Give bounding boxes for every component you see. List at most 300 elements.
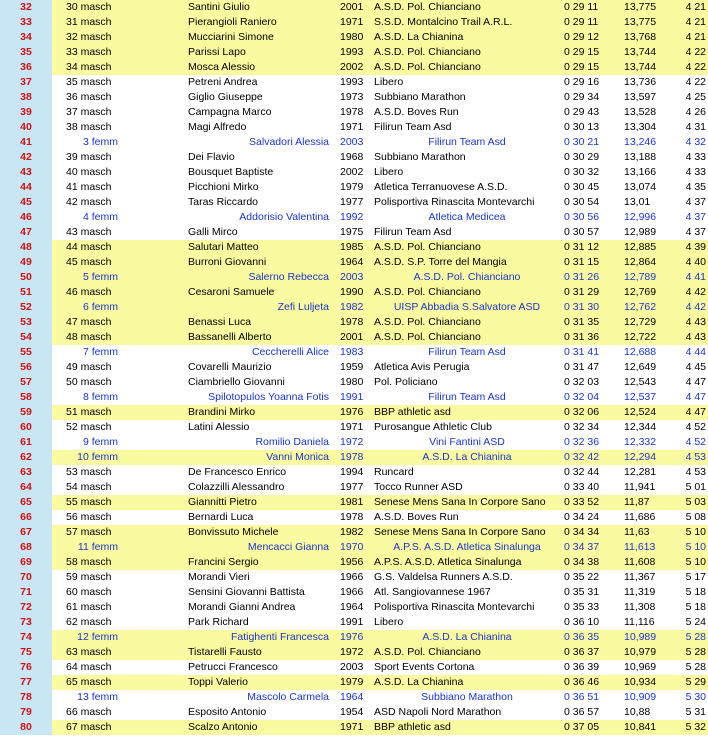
birth-year-cell: 2001	[340, 1, 364, 13]
position-cell: 35	[0, 45, 52, 60]
club-cell: Vini Fantini ASD	[429, 436, 505, 448]
pace-cell: 5 31	[685, 706, 706, 718]
club-cell: A.S.D. Pol. Chianciano	[374, 61, 481, 73]
pace-cell: 5 29	[685, 676, 706, 688]
finish-time-cell: 0 35 33	[564, 601, 600, 613]
athlete-name-cell: Mosca Alessio	[188, 61, 256, 73]
athlete-name-cell: Bernardi Luca	[188, 511, 254, 523]
birth-year-cell: 1978	[340, 106, 364, 118]
pace-cell: 4 43	[685, 316, 706, 328]
table-row	[0, 435, 708, 450]
club-cell: Atl. Sangiovannese 1967	[374, 586, 491, 598]
athlete-name-cell: Santini Giulio	[188, 1, 250, 13]
finish-time-cell: 0 36 57	[564, 706, 600, 718]
finish-time-cell: 0 35 31	[564, 586, 600, 598]
finish-time-cell: 0 29 15	[564, 61, 600, 73]
birth-year-cell: 1964	[340, 601, 364, 613]
birth-year-cell: 1990	[340, 286, 364, 298]
birth-year-cell: 1972	[340, 436, 364, 448]
athlete-name-cell: Esposito Antonio	[188, 706, 267, 718]
speed-cell: 11,87	[624, 496, 650, 508]
speed-cell: 10,934	[624, 676, 657, 688]
finish-time-cell: 0 29 16	[564, 76, 600, 88]
position-cell: 60	[0, 420, 52, 435]
birth-year-cell: 1977	[340, 196, 364, 208]
position-cell: 54	[0, 330, 52, 345]
athlete-name-cell: Burroni Giovanni	[188, 256, 267, 268]
pace-cell: 4 40	[685, 256, 706, 268]
category-rank-cell: 57 masch	[66, 526, 112, 538]
position-cell: 48	[0, 240, 52, 255]
table-row	[0, 480, 708, 495]
speed-cell: 12,344	[624, 421, 657, 433]
birth-year-cell: 1971	[340, 16, 364, 28]
category-rank-cell: 9 femm	[82, 436, 118, 448]
speed-cell: 11,613	[624, 541, 656, 553]
club-cell: Sport Events Cortona	[374, 661, 475, 673]
category-rank-cell: 36 masch	[66, 91, 112, 103]
pace-cell: 4 39	[685, 241, 706, 253]
finish-time-cell: 0 29 11	[564, 16, 599, 28]
position-cell: 62	[0, 450, 52, 465]
position-cell: 56	[0, 360, 52, 375]
pace-cell: 5 10	[685, 526, 706, 538]
finish-time-cell: 0 29 34	[564, 91, 600, 103]
athlete-name-cell: Fatighenti Francesca	[230, 631, 329, 643]
category-rank-cell: 42 masch	[66, 196, 112, 208]
category-rank-cell: 46 masch	[66, 286, 112, 298]
speed-cell: 13,246	[624, 136, 657, 148]
table-row	[0, 405, 708, 420]
club-cell: Libero	[374, 166, 404, 178]
pace-cell: 5 18	[685, 586, 706, 598]
athlete-name-cell: Benassi Luca	[188, 316, 252, 328]
position-cell: 64	[0, 480, 52, 495]
position-cell: 43	[0, 165, 52, 180]
pace-cell: 4 21	[685, 31, 706, 43]
table-row	[0, 30, 708, 45]
speed-cell: 10,979	[624, 646, 657, 658]
speed-cell: 10,989	[624, 631, 657, 643]
club-cell: Filirun Team Asd	[374, 121, 452, 133]
category-rank-cell: 66 masch	[66, 706, 112, 718]
finish-time-cell: 0 34 38	[564, 556, 600, 568]
position-cell: 33	[0, 15, 52, 30]
pace-cell: 5 17	[685, 571, 706, 583]
position-cell: 45	[0, 195, 52, 210]
club-cell: A.P.S. A.S.D. Atletica Sinalunga	[393, 541, 541, 553]
table-row	[0, 0, 708, 15]
finish-time-cell: 0 32 34	[564, 421, 600, 433]
position-cell: 73	[0, 615, 52, 630]
athlete-name-cell: Mascolo Carmela	[247, 691, 329, 703]
birth-year-cell: 1980	[340, 376, 364, 388]
pace-cell: 5 28	[685, 661, 706, 673]
finish-time-cell: 0 29 11	[564, 1, 599, 13]
position-cell: 39	[0, 105, 52, 120]
birth-year-cell: 1985	[340, 241, 364, 253]
position-cell: 50	[0, 270, 52, 285]
club-cell: Tocco Runner ASD	[374, 481, 463, 493]
table-row	[0, 75, 708, 90]
table-row	[0, 180, 708, 195]
table-row	[0, 660, 708, 675]
category-rank-cell: 40 masch	[66, 166, 112, 178]
category-rank-cell: 13 femm	[77, 691, 118, 703]
club-cell: A.S.D. La Chianina	[374, 676, 464, 688]
athlete-name-cell: Mucciarini Simone	[188, 31, 274, 43]
club-cell: Atletica Avis Perugia	[374, 361, 470, 373]
speed-cell: 13,01	[624, 196, 651, 208]
category-rank-cell: 43 masch	[66, 226, 112, 238]
table-row	[0, 630, 708, 645]
category-rank-cell: 34 masch	[66, 61, 112, 73]
position-cell: 80	[0, 720, 52, 735]
position-cell: 72	[0, 600, 52, 615]
pace-cell: 4 32	[685, 136, 706, 148]
table-row	[0, 60, 708, 75]
finish-time-cell: 0 31 26	[564, 271, 600, 283]
category-rank-cell: 58 masch	[66, 556, 112, 568]
table-row	[0, 255, 708, 270]
speed-cell: 13,528	[624, 106, 657, 118]
birth-year-cell: 1966	[340, 571, 364, 583]
speed-cell: 12,524	[624, 406, 657, 418]
athlete-name-cell: Salvadori Alessia	[249, 136, 329, 148]
club-cell: A.S.D. Pol. Chianciano	[374, 316, 481, 328]
athlete-name-cell: Latini Alessio	[188, 421, 250, 433]
position-cell: 52	[0, 300, 52, 315]
club-cell: Filirun Team Asd	[428, 346, 506, 358]
athlete-name-cell: Salutari Matteo	[188, 241, 259, 253]
birth-year-cell: 1977	[340, 481, 364, 493]
birth-year-cell: 1968	[340, 151, 364, 163]
speed-cell: 12,989	[624, 226, 657, 238]
speed-cell: 11,686	[624, 511, 656, 523]
finish-time-cell: 0 31 29	[564, 286, 600, 298]
table-row	[0, 225, 708, 240]
club-cell: Runcard	[374, 466, 414, 478]
speed-cell: 13,188	[624, 151, 657, 163]
pace-cell: 5 28	[685, 631, 706, 643]
birth-year-cell: 1993	[340, 46, 364, 58]
table-row	[0, 135, 708, 150]
pace-cell: 4 47	[685, 406, 706, 418]
speed-cell: 12,543	[624, 376, 657, 388]
birth-year-cell: 1966	[340, 586, 364, 598]
finish-time-cell: 0 31 35	[564, 316, 600, 328]
club-cell: Senese Mens Sana In Corpore Sano	[374, 526, 546, 538]
position-cell: 61	[0, 435, 52, 450]
club-cell: A.S.D. Boves Run	[374, 106, 459, 118]
finish-time-cell: 0 36 37	[564, 646, 600, 658]
club-cell: Subbiano Marathon	[374, 151, 466, 163]
finish-time-cell: 0 30 56	[564, 211, 600, 223]
pace-cell: 4 33	[685, 166, 706, 178]
category-rank-cell: 32 masch	[66, 31, 112, 43]
category-rank-cell: 4 femm	[82, 211, 118, 223]
speed-cell: 11,319	[624, 586, 656, 598]
birth-year-cell: 1982	[340, 526, 364, 538]
club-cell: Subbiano Marathon	[374, 91, 466, 103]
club-cell: BBP athletic asd	[374, 721, 451, 733]
speed-cell: 12,762	[624, 301, 657, 313]
speed-cell: 11,308	[624, 601, 656, 613]
athlete-name-cell: Bassanelli Alberto	[188, 331, 272, 343]
category-rank-cell: 65 masch	[66, 676, 112, 688]
category-rank-cell: 11 femm	[77, 541, 118, 553]
pace-cell: 4 25	[685, 91, 706, 103]
club-cell: BBP athletic asd	[374, 406, 451, 418]
athlete-name-cell: Ceccherelli Alice	[251, 346, 329, 358]
finish-time-cell: 0 36 51	[564, 691, 600, 703]
position-cell: 71	[0, 585, 52, 600]
position-cell: 74	[0, 630, 52, 645]
athlete-name-cell: Magi Alfredo	[188, 121, 247, 133]
athlete-name-cell: Galli Mirco	[188, 226, 238, 238]
athlete-name-cell: Dei Flavio	[188, 151, 235, 163]
category-rank-cell: 37 masch	[66, 106, 112, 118]
pace-cell: 5 18	[685, 601, 706, 613]
athlete-name-cell: Giannitti Pietro	[188, 496, 257, 508]
athlete-name-cell: Tistarelli Fausto	[188, 646, 262, 658]
category-rank-cell: 45 masch	[66, 256, 112, 268]
position-cell: 68	[0, 540, 52, 555]
birth-year-cell: 1979	[340, 676, 364, 688]
table-row	[0, 495, 708, 510]
position-cell: 65	[0, 495, 52, 510]
athlete-name-cell: Romilio Daniela	[255, 436, 329, 448]
finish-time-cell: 0 33 40	[564, 481, 600, 493]
finish-time-cell: 0 34 24	[564, 511, 600, 523]
finish-time-cell: 0 30 54	[564, 196, 600, 208]
position-cell: 69	[0, 555, 52, 570]
category-rank-cell: 3 femm	[82, 136, 118, 148]
pace-cell: 4 44	[685, 346, 706, 358]
category-rank-cell: 64 masch	[66, 661, 112, 673]
birth-year-cell: 1970	[340, 541, 364, 553]
table-row	[0, 45, 708, 60]
finish-time-cell: 0 34 34	[564, 526, 600, 538]
category-rank-cell: 51 masch	[66, 406, 112, 418]
club-cell: A.P.S. A.S.D. Atletica Sinalunga	[374, 556, 522, 568]
position-cell: 32	[0, 0, 52, 15]
category-rank-cell: 5 femm	[82, 271, 118, 283]
speed-cell: 12,789	[624, 271, 657, 283]
pace-cell: 4 26	[685, 106, 706, 118]
pace-cell: 5 28	[685, 646, 706, 658]
table-row	[0, 615, 708, 630]
pace-cell: 4 52	[685, 421, 706, 433]
athlete-name-cell: Taras Riccardo	[188, 196, 259, 208]
club-cell: Atletica Medicea	[428, 211, 506, 223]
club-cell: A.S.D. La Chianina	[374, 31, 464, 43]
club-cell: A.S.D. La Chianina	[422, 631, 512, 643]
birth-year-cell: 2003	[340, 136, 364, 148]
table-row	[0, 15, 708, 30]
position-cell: 67	[0, 525, 52, 540]
category-rank-cell: 62 masch	[66, 616, 112, 628]
finish-time-cell: 0 31 12	[564, 241, 600, 253]
athlete-name-cell: Zefi Luljeta	[277, 301, 329, 313]
position-cell: 42	[0, 150, 52, 165]
club-cell: Polisportiva Rinascita Montevarchi	[374, 196, 535, 208]
athlete-name-cell: Mencacci Gianna	[247, 541, 329, 553]
birth-year-cell: 1971	[340, 121, 364, 133]
athlete-name-cell: Campagna Marco	[188, 106, 272, 118]
table-row	[0, 345, 708, 360]
table-row	[0, 120, 708, 135]
club-cell: A.S.D. La Chianina	[422, 451, 512, 463]
position-cell: 53	[0, 315, 52, 330]
pace-cell: 4 21	[685, 1, 706, 13]
finish-time-cell: 0 31 30	[564, 301, 600, 313]
speed-cell: 12,996	[624, 211, 657, 223]
category-rank-cell: 47 masch	[66, 316, 112, 328]
finish-time-cell: 0 30 13	[564, 121, 600, 133]
speed-cell: 11,941	[624, 481, 656, 493]
athlete-name-cell: Park Richard	[188, 616, 249, 628]
birth-year-cell: 1978	[340, 451, 364, 463]
pace-cell: 4 22	[685, 46, 706, 58]
table-row	[0, 165, 708, 180]
speed-cell: 13,775	[624, 1, 657, 13]
category-rank-cell: 39 masch	[66, 151, 112, 163]
pace-cell: 5 01	[685, 481, 706, 493]
birth-year-cell: 2003	[340, 271, 364, 283]
table-row	[0, 285, 708, 300]
birth-year-cell: 1980	[340, 31, 364, 43]
birth-year-cell: 1982	[340, 301, 364, 313]
position-cell: 75	[0, 645, 52, 660]
finish-time-cell: 0 31 41	[564, 346, 600, 358]
birth-year-cell: 1994	[340, 466, 364, 478]
club-cell: Filirun Team Asd	[428, 136, 506, 148]
position-cell: 34	[0, 30, 52, 45]
club-cell: A.S.D. Pol. Chianciano	[374, 241, 481, 253]
table-row	[0, 270, 708, 285]
birth-year-cell: 2001	[340, 331, 364, 343]
speed-cell: 10,841	[624, 721, 657, 733]
club-cell: Atletica Terranuovese A.S.D.	[374, 181, 508, 193]
position-cell: 78	[0, 690, 52, 705]
birth-year-cell: 2002	[340, 166, 364, 178]
athlete-name-cell: Petrucci Francesco	[188, 661, 278, 673]
speed-cell: 12,722	[624, 331, 657, 343]
athlete-name-cell: Bousquet Baptiste	[188, 166, 274, 178]
pace-cell: 4 45	[685, 361, 706, 373]
position-cell: 79	[0, 705, 52, 720]
pace-cell: 4 52	[685, 436, 706, 448]
position-cell: 57	[0, 375, 52, 390]
position-cell: 44	[0, 180, 52, 195]
table-row	[0, 420, 708, 435]
athlete-name-cell: Covarelli Maurizio	[188, 361, 272, 373]
birth-year-cell: 1978	[340, 316, 364, 328]
finish-time-cell: 0 32 36	[564, 436, 600, 448]
table-row	[0, 555, 708, 570]
table-row	[0, 690, 708, 705]
pace-cell: 4 35	[685, 181, 706, 193]
category-rank-cell: 55 masch	[66, 496, 112, 508]
category-rank-cell: 48 masch	[66, 331, 112, 343]
club-cell: G.S. Valdelsa Runners A.S.D.	[374, 571, 513, 583]
birth-year-cell: 2002	[340, 61, 364, 73]
speed-cell: 12,281	[624, 466, 657, 478]
speed-cell: 13,744	[624, 46, 657, 58]
table-row	[0, 465, 708, 480]
club-cell: Senese Mens Sana In Corpore Sano	[374, 496, 546, 508]
position-cell: 70	[0, 570, 52, 585]
athlete-name-cell: Petreni Andrea	[188, 76, 258, 88]
pace-cell: 4 33	[685, 151, 706, 163]
position-cell: 40	[0, 120, 52, 135]
table-row	[0, 390, 708, 405]
athlete-name-cell: De Francesco Enrico	[188, 466, 287, 478]
pace-cell: 5 10	[685, 541, 706, 553]
pace-cell: 4 53	[685, 466, 706, 478]
position-cell: 51	[0, 285, 52, 300]
birth-year-cell: 1979	[340, 181, 364, 193]
athlete-name-cell: Vanni Monica	[266, 451, 329, 463]
category-rank-cell: 61 masch	[66, 601, 112, 613]
athlete-name-cell: Cesaroni Samuele	[188, 286, 275, 298]
athlete-name-cell: Brandini Mirko	[188, 406, 256, 418]
birth-year-cell: 1971	[340, 721, 364, 733]
finish-time-cell: 0 31 15	[564, 256, 600, 268]
athlete-name-cell: Bonvissuto Michele	[188, 526, 279, 538]
finish-time-cell: 0 32 42	[564, 451, 600, 463]
pace-cell: 5 24	[685, 616, 706, 628]
birth-year-cell: 1993	[340, 76, 364, 88]
position-cell: 47	[0, 225, 52, 240]
category-rank-cell: 56 masch	[66, 511, 112, 523]
speed-cell: 12,294	[624, 451, 657, 463]
club-cell: A.S.D. Pol. Chianciano	[374, 46, 481, 58]
speed-cell: 13,775	[624, 16, 657, 28]
athlete-name-cell: Parissi Lapo	[188, 46, 246, 58]
club-cell: A.S.D. Pol. Chianciano	[413, 271, 521, 283]
position-cell: 77	[0, 675, 52, 690]
category-rank-cell: 41 masch	[66, 181, 112, 193]
table-row	[0, 450, 708, 465]
finish-time-cell: 0 36 35	[564, 631, 600, 643]
speed-cell: 10,969	[624, 661, 657, 673]
pace-cell: 4 41	[685, 271, 706, 283]
finish-time-cell: 0 30 57	[564, 226, 600, 238]
category-rank-cell: 52 masch	[66, 421, 112, 433]
birth-year-cell: 1973	[340, 91, 364, 103]
birth-year-cell: 1991	[340, 391, 364, 403]
table-row	[0, 510, 708, 525]
club-cell: A.S.D. Pol. Chianciano	[374, 1, 481, 13]
table-row	[0, 705, 708, 720]
speed-cell: 13,074	[624, 181, 657, 193]
position-cell: 59	[0, 405, 52, 420]
pace-cell: 4 42	[685, 301, 706, 313]
finish-time-cell: 0 30 21	[564, 136, 600, 148]
category-rank-cell: 31 masch	[66, 16, 112, 28]
pace-cell: 4 37	[685, 226, 706, 238]
finish-time-cell: 0 36 10	[564, 616, 600, 628]
club-cell: ASD Napoli Nord Marathon	[374, 706, 502, 718]
table-row	[0, 360, 708, 375]
finish-time-cell: 0 36 46	[564, 676, 600, 688]
speed-cell: 12,864	[624, 256, 657, 268]
athlete-name-cell: Morandi Vieri	[188, 571, 250, 583]
speed-cell: 11,63	[624, 526, 650, 538]
finish-time-cell: 0 33 52	[564, 496, 600, 508]
